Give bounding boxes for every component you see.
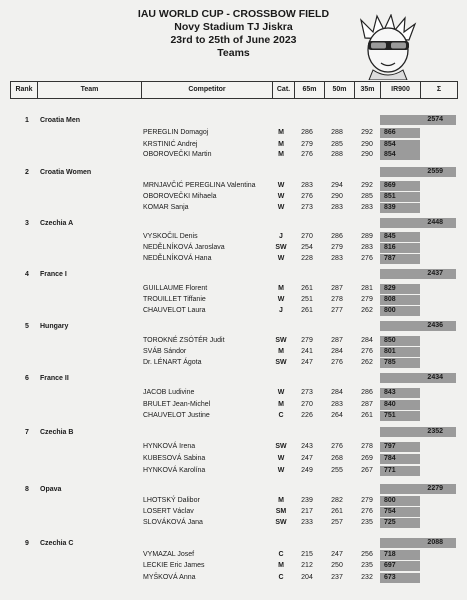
- team-rank: 2: [25, 169, 29, 176]
- competitor-category: W: [277, 455, 285, 462]
- score-65m: 233: [301, 519, 313, 526]
- competitor-name: VYSKOČIL Denis: [143, 233, 198, 240]
- score-50m: 282: [331, 497, 343, 504]
- score-ir900: 754: [380, 507, 420, 517]
- score-ir900: 673: [380, 573, 420, 583]
- score-35m: 284: [361, 337, 373, 344]
- mascot-logo: [357, 14, 419, 80]
- competitor-name: OBOROVEČKI Martin: [143, 151, 212, 158]
- competitor-name: MRNJAVČIĆ PEREGLINA Valentina: [143, 182, 256, 189]
- competitor-row: [10, 192, 456, 202]
- col-65m: 65m: [295, 82, 325, 98]
- score-ir900: 787: [380, 254, 420, 264]
- score-35m: 276: [361, 508, 373, 515]
- score-35m: 232: [361, 574, 373, 581]
- event-dates: 23rd to 25th of June 2023: [170, 34, 297, 46]
- competitor-row: [10, 496, 456, 506]
- score-35m: 279: [361, 296, 373, 303]
- score-ir900: 784: [380, 454, 420, 464]
- score-35m: 261: [361, 412, 373, 419]
- competitor-row: [10, 358, 456, 368]
- score-65m: 279: [301, 337, 313, 344]
- score-50m: 284: [331, 389, 343, 396]
- team-rank: 9: [25, 540, 29, 547]
- score-50m: 276: [331, 443, 343, 450]
- score-50m: 278: [331, 296, 343, 303]
- competitor-row: [10, 454, 456, 464]
- score-65m: 276: [301, 193, 313, 200]
- score-65m: 261: [301, 307, 313, 314]
- score-50m: 290: [331, 193, 343, 200]
- team-name: Hungary: [40, 323, 69, 330]
- team-rank: 5: [25, 323, 29, 330]
- score-65m: 247: [301, 359, 313, 366]
- competitor-category: SW: [275, 244, 287, 251]
- competitor-category: W: [277, 255, 285, 262]
- competitor-name: HYNKOVÁ Irena: [143, 443, 196, 450]
- team-total: 2437: [380, 269, 456, 279]
- team-total: 2434: [380, 373, 456, 383]
- score-ir900: 697: [380, 561, 420, 571]
- score-65m: 241: [301, 348, 313, 355]
- competitor-name: CHAUVELOT Laura: [143, 307, 206, 314]
- score-50m: 285: [331, 141, 343, 148]
- competitor-name: PEREGLIN Domagoj: [143, 129, 209, 136]
- score-ir900: 845: [380, 232, 420, 242]
- competitor-name: OBOROVEČKI Mihaela: [143, 193, 217, 200]
- score-35m: 269: [361, 455, 373, 462]
- competitor-name: KUBESOVÁ Sabina: [143, 455, 206, 462]
- score-ir900: 808: [380, 295, 420, 305]
- competitor-name: CHAUVELOT Justine: [143, 412, 210, 419]
- score-50m: 288: [331, 151, 343, 158]
- col-competitor: Competitor: [142, 82, 273, 98]
- score-50m: 288: [331, 129, 343, 136]
- team-rank: 4: [25, 271, 29, 278]
- competitor-row: [10, 442, 456, 452]
- competitor-row: [10, 243, 456, 253]
- competitor-name: KRSTINIĆ Andrej: [143, 141, 198, 148]
- competitor-name: BRULET Jean-Michel: [143, 401, 211, 408]
- score-ir900: 797: [380, 442, 420, 452]
- column-header-row: [10, 81, 458, 99]
- competitor-category: J: [279, 233, 283, 240]
- score-ir900: 854: [380, 140, 420, 150]
- score-ir900: 771: [380, 466, 420, 476]
- competitor-name: GUILLAUME Florent: [143, 285, 208, 292]
- competitor-name: MYŠKOVÁ Anna: [143, 574, 196, 581]
- competitor-category: M: [278, 497, 284, 504]
- competitor-category: SW: [275, 519, 287, 526]
- team-total: 2448: [380, 218, 456, 228]
- score-50m: 276: [331, 359, 343, 366]
- competitor-category: W: [277, 193, 285, 200]
- score-35m: 281: [361, 285, 373, 292]
- score-65m: 212: [301, 562, 313, 569]
- score-65m: 226: [301, 412, 313, 419]
- score-35m: 279: [361, 497, 373, 504]
- score-35m: 262: [361, 359, 373, 366]
- competitor-category: C: [278, 551, 284, 558]
- competitor-row: [10, 518, 456, 528]
- score-ir900: 718: [380, 550, 420, 560]
- team-row: [10, 539, 456, 549]
- competitor-row: [10, 295, 456, 305]
- score-35m: 287: [361, 401, 373, 408]
- col-ir900: IR900: [381, 82, 421, 98]
- team-name: Croatia Women: [40, 169, 92, 176]
- competitor-row: [10, 336, 456, 346]
- competitor-row: [10, 507, 456, 517]
- venue: Novy Stadium TJ Jiskra: [174, 21, 293, 33]
- team-row: [10, 322, 456, 332]
- competitor-category: M: [278, 151, 284, 158]
- score-50m: 247: [331, 551, 343, 558]
- competitor-row: [10, 150, 456, 160]
- team-name: Croatia Men: [40, 117, 81, 124]
- competitor-row: [10, 306, 456, 316]
- score-50m: 283: [331, 401, 343, 408]
- score-50m: 286: [331, 233, 343, 240]
- competitor-name: TOROKNÉ ZSÓTÉR Judit: [143, 337, 225, 344]
- score-65m: 249: [301, 467, 313, 474]
- competitor-name: SLOVÁKOVÁ Jana: [143, 519, 203, 526]
- competitor-category: SM: [275, 508, 287, 515]
- competitor-row: [10, 203, 456, 213]
- score-35m: 292: [361, 182, 373, 189]
- score-ir900: 800: [380, 496, 420, 506]
- score-50m: 283: [331, 255, 343, 262]
- score-ir900: 854: [380, 150, 420, 160]
- score-35m: 235: [361, 562, 373, 569]
- col-team: Team: [38, 82, 142, 98]
- team-rank: 8: [25, 486, 29, 493]
- team-row: [10, 270, 456, 280]
- score-35m: 285: [361, 193, 373, 200]
- competitor-category: SW: [275, 337, 287, 344]
- score-50m: 237: [331, 574, 343, 581]
- score-35m: 283: [361, 204, 373, 211]
- score-50m: 279: [331, 244, 343, 251]
- competitor-row: [10, 140, 456, 150]
- score-65m: 270: [301, 401, 313, 408]
- competitor-row: [10, 466, 456, 476]
- score-50m: 283: [331, 204, 343, 211]
- score-65m: 270: [301, 233, 313, 240]
- team-total: 2352: [380, 427, 456, 437]
- competitor-name: SVÁB Sándor: [143, 348, 187, 355]
- competitor-category: M: [278, 562, 284, 569]
- competitor-category: W: [277, 204, 285, 211]
- event-title: IAU WORLD CUP - CROSSBOW FIELD: [137, 8, 330, 20]
- col-35m: 35m: [355, 82, 381, 98]
- competitor-row: [10, 254, 456, 264]
- competitor-row: [10, 181, 456, 191]
- score-ir900: 829: [380, 284, 420, 294]
- competitor-category: M: [278, 401, 284, 408]
- team-name: France I: [40, 271, 67, 278]
- score-ir900: 801: [380, 347, 420, 357]
- competitor-row: [10, 411, 456, 421]
- score-50m: 257: [331, 519, 343, 526]
- score-50m: 287: [331, 337, 343, 344]
- team-total: 2574: [380, 115, 456, 125]
- competitor-row: [10, 573, 456, 583]
- score-ir900: 839: [380, 203, 420, 213]
- score-35m: 289: [361, 233, 373, 240]
- score-50m: 277: [331, 307, 343, 314]
- score-ir900: 843: [380, 388, 420, 398]
- score-65m: 254: [301, 244, 313, 251]
- competitor-category: W: [277, 296, 285, 303]
- competitor-name: LECKIE Eric James: [143, 562, 205, 569]
- score-65m: 247: [301, 455, 313, 462]
- competitor-name: NEDĚLNÍKOVÁ Hana: [143, 255, 212, 262]
- score-ir900: 751: [380, 411, 420, 421]
- competitor-name: KOMAR Sanja: [143, 204, 189, 211]
- team-name: Czechia C: [40, 540, 74, 547]
- score-65m: 228: [301, 255, 313, 262]
- score-35m: 290: [361, 141, 373, 148]
- score-ir900: 840: [380, 400, 420, 410]
- score-50m: 264: [331, 412, 343, 419]
- competitor-row: [10, 128, 456, 138]
- team-row: [10, 428, 456, 438]
- score-50m: 261: [331, 508, 343, 515]
- team-name: Opava: [40, 486, 62, 493]
- competitor-category: SW: [275, 443, 287, 450]
- score-35m: 262: [361, 307, 373, 314]
- score-ir900: 851: [380, 192, 420, 202]
- competitor-category: M: [278, 141, 284, 148]
- score-ir900: 785: [380, 358, 420, 368]
- team-name: France II: [40, 375, 69, 382]
- score-65m: 286: [301, 129, 313, 136]
- score-65m: 279: [301, 141, 313, 148]
- score-35m: 278: [361, 443, 373, 450]
- score-35m: 276: [361, 255, 373, 262]
- score-ir900: 725: [380, 518, 420, 528]
- score-50m: 284: [331, 348, 343, 355]
- competitor-category: M: [278, 285, 284, 292]
- competitor-category: C: [278, 412, 284, 419]
- competitor-row: [10, 388, 456, 398]
- competitor-category: SW: [275, 359, 287, 366]
- score-65m: 276: [301, 151, 313, 158]
- competitor-row: [10, 347, 456, 357]
- score-65m: 251: [301, 296, 313, 303]
- team-name: Czechia A: [40, 220, 74, 227]
- col-rank: Rank: [11, 82, 38, 98]
- team-total: 2559: [380, 167, 456, 177]
- competitor-category: J: [279, 307, 283, 314]
- team-total: 2088: [380, 538, 456, 548]
- competitor-name: LOSERT Václav: [143, 508, 194, 515]
- score-35m: 292: [361, 129, 373, 136]
- score-ir900: 866: [380, 128, 420, 138]
- competitor-name: JACOB Ludivine: [143, 389, 195, 396]
- score-65m: 215: [301, 551, 313, 558]
- competitor-row: [10, 550, 456, 560]
- competitor-category: W: [277, 467, 285, 474]
- score-35m: 283: [361, 244, 373, 251]
- score-35m: 290: [361, 151, 373, 158]
- score-35m: 286: [361, 389, 373, 396]
- score-35m: 256: [361, 551, 373, 558]
- score-65m: 283: [301, 182, 313, 189]
- team-rank: 6: [25, 375, 29, 382]
- score-35m: 267: [361, 467, 373, 474]
- score-50m: 255: [331, 467, 343, 474]
- team-row: [10, 485, 456, 495]
- competitor-name: HYNKOVÁ Karolína: [143, 467, 206, 474]
- score-50m: 287: [331, 285, 343, 292]
- competitor-row: [10, 232, 456, 242]
- score-35m: 235: [361, 519, 373, 526]
- score-65m: 261: [301, 285, 313, 292]
- competitor-name: NEDĚLNÍKOVÁ Jaroslava: [143, 244, 225, 251]
- score-50m: 250: [331, 562, 343, 569]
- score-ir900: 869: [380, 181, 420, 191]
- team-rank: 1: [25, 117, 29, 124]
- competitor-category: C: [278, 574, 284, 581]
- score-35m: 276: [361, 348, 373, 355]
- section-title: Teams: [217, 47, 250, 59]
- col-cat: Cat.: [273, 82, 295, 98]
- score-65m: 273: [301, 204, 313, 211]
- team-row: [10, 168, 456, 178]
- team-row: [10, 374, 456, 384]
- score-ir900: 816: [380, 243, 420, 253]
- team-total: 2279: [380, 484, 456, 494]
- competitor-category: M: [278, 129, 284, 136]
- col-sigma: Σ: [436, 86, 442, 93]
- competitor-name: LHOTSKÝ Dalibor: [143, 497, 200, 504]
- competitor-name: Dr. LÉNART Ágota: [143, 359, 202, 366]
- col-50m: 50m: [325, 82, 355, 98]
- team-rank: 3: [25, 220, 29, 227]
- score-ir900: 850: [380, 336, 420, 346]
- score-65m: 273: [301, 389, 313, 396]
- team-total: 2436: [380, 321, 456, 331]
- score-50m: 294: [331, 182, 343, 189]
- team-rank: 7: [25, 429, 29, 436]
- score-ir900: 800: [380, 306, 420, 316]
- score-65m: 239: [301, 497, 313, 504]
- competitor-row: [10, 284, 456, 294]
- score-65m: 217: [301, 508, 313, 515]
- team-row: [10, 219, 456, 229]
- competitor-row: [10, 561, 456, 571]
- competitor-category: W: [277, 182, 285, 189]
- score-65m: 243: [301, 443, 313, 450]
- team-name: Czechia B: [40, 429, 74, 436]
- competitor-row: [10, 400, 456, 410]
- team-row: [10, 116, 456, 126]
- competitor-name: VYMAZAL Josef: [143, 551, 195, 558]
- score-65m: 204: [301, 574, 313, 581]
- score-50m: 268: [331, 455, 343, 462]
- competitor-category: M: [278, 348, 284, 355]
- competitor-category: W: [277, 389, 285, 396]
- competitor-name: TROUILLET Tiffanie: [143, 296, 206, 303]
